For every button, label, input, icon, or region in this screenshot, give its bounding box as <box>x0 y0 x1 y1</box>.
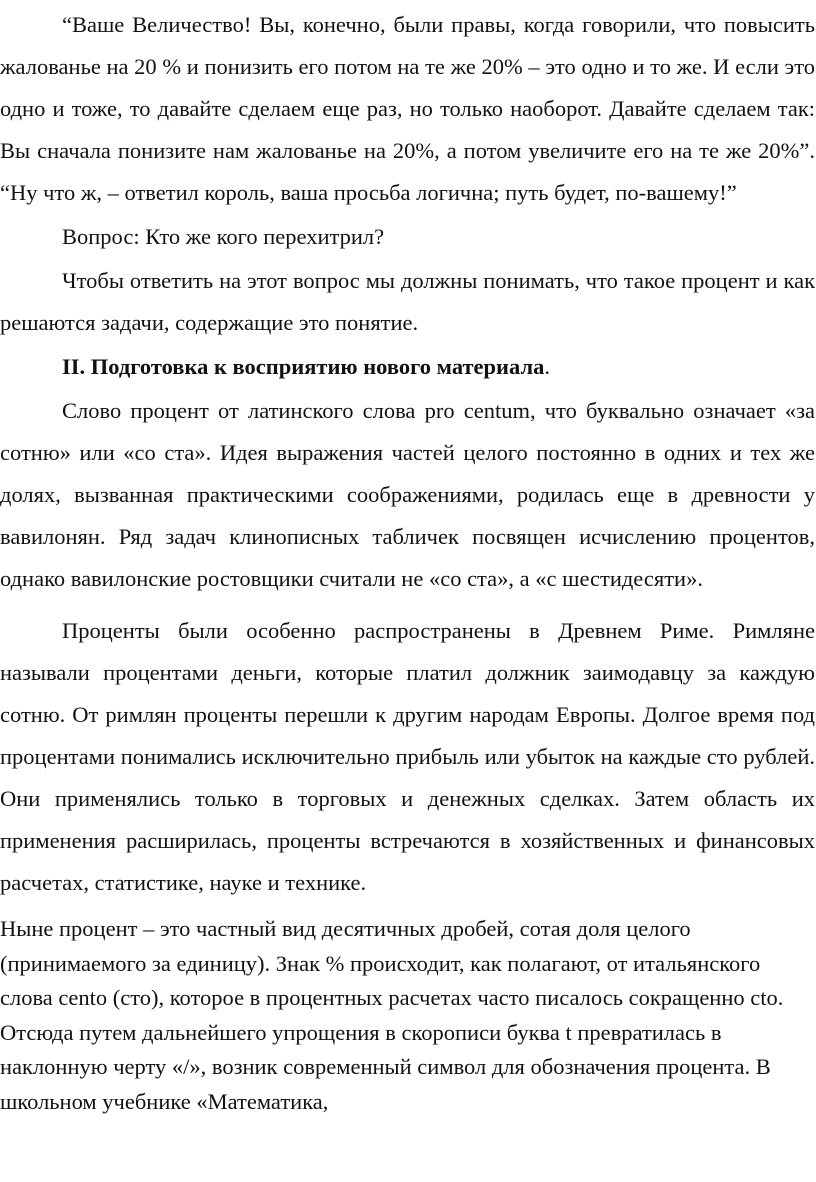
paragraph-percent-symbol: Ныне процент – это частный вид десятичных дробей, сотая доля целого (принимаемого за единицу). Знак % происходит, как полагают, от итальянского слова cento (сто), которое в процентных расчетах часто писалось сокращенно cto. Отсюда путем дальнейшего упрощения в скорописи буква t превратилась в наклонную черту «/», возник современный символ для обозначения процента. В школьном учебнике «Математика, <box>0 916 784 1114</box>
section-heading-period: . <box>544 354 550 379</box>
paragraph-ancient-rome: Проценты были особенно распространены в Древнем Риме. Римляне называли процентами деньги, которые платил должник заимодавцу за каждую сотню. От римлян проценты перешли к другим народам Европы. Долгое время под процентами понимались исключительно прибыль или убыток на каждые сто рублей. Они применялись только в торговых и денежных сделках. Затем область их применения расширилась, проценты встречаются в хозяйственных и финансовых расчетах, статистике, науке и технике. <box>0 618 815 895</box>
paragraph-king-story: “Ваше Величество! Вы, конечно, были правы, когда говорили, что повысить жалованье на 20 % и понизить его потом на те же 20% – это одно и то же. И если это одно и тоже, то давайте сделаем еще раз, но только наоборот. Давайте сделаем так: Вы сначала понизите нам жалованье на 20%, а потом увеличите его на те же 20%”. “Ну что ж, – ответил король, ваша просьба логична; путь будет, по-вашему!” <box>0 12 815 205</box>
section-heading <box>0 346 816 388</box>
paragraph-question: Вопрос: Кто же кого перехитрил? <box>62 224 385 249</box>
paragraph-word-origin: Слово процент от латинского слова pro centum, что буквально означает «за сотню» или «со ста». Идея выражения частей целого постоянно в одних и тех же долях, вызванная практическими соображениями, родилась еще в древности у вавилонян. Ряд задач клинописных табличек посвящен исчислению процентов, однако вавилонские ростовщики считали не «со ста», а «с шестидесяти». <box>0 398 815 591</box>
paragraph-answer-intro: Чтобы ответить на этот вопрос мы должны понимать, что такое процент и как решаются задачи, содержащие это понятие. <box>0 268 815 335</box>
section-heading-text: II. Подготовка к восприятию нового материала <box>62 354 545 379</box>
